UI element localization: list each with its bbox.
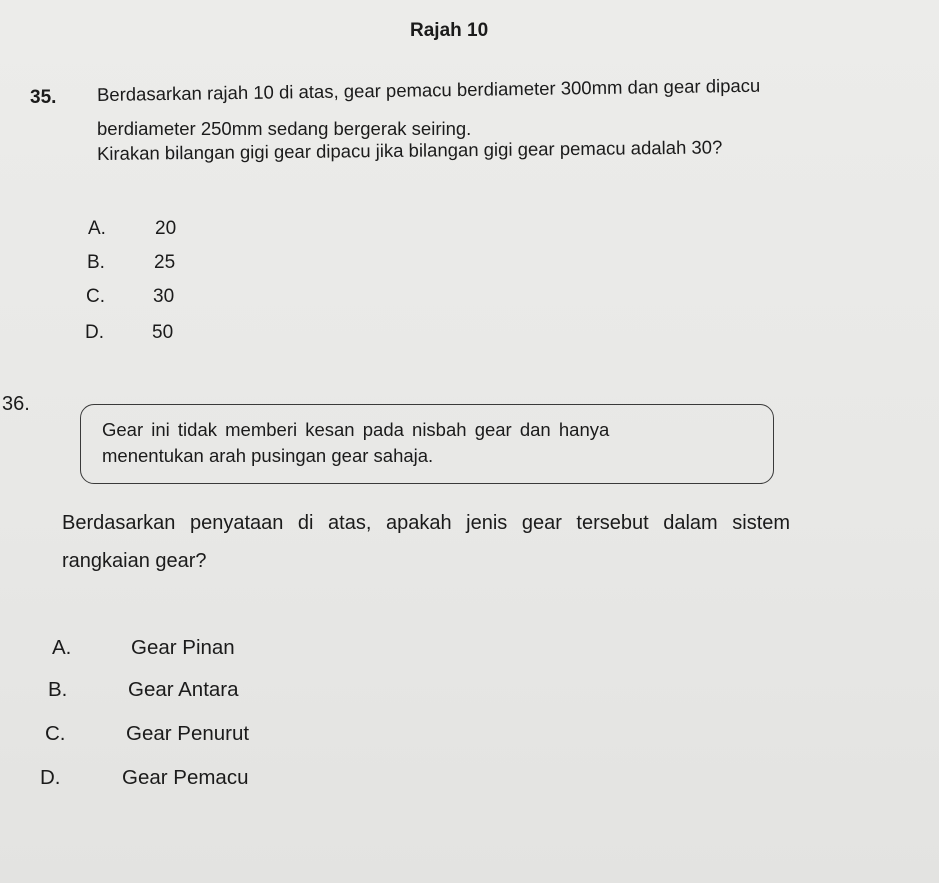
option-letter: B. xyxy=(48,678,68,701)
statement-box xyxy=(80,404,774,484)
question-35-text-line-1: Berdasarkan rajah 10 di atas, gear pemacu berdiameter 300mm dan gear dipacu xyxy=(96,74,761,105)
option-text: Gear Pemacu xyxy=(122,766,249,789)
option-letter: C. xyxy=(86,286,105,307)
option-letter: B. xyxy=(87,252,105,273)
option-text: 50 xyxy=(152,322,174,343)
option-text: 25 xyxy=(154,252,176,273)
statement-text-line-2: menentukan arah pusingan gear sahaja. xyxy=(102,445,434,466)
option-text: Gear Antara xyxy=(128,678,239,701)
option-text: Gear Penurut xyxy=(126,722,250,745)
option-letter: A. xyxy=(52,636,72,659)
question-35-text-line-2: berdiameter 250mm sedang bergerak seiring. xyxy=(97,118,472,139)
figure-title: Rajah 10 xyxy=(410,20,489,41)
question-36-text-line-1: Berdasarkan penyataan di atas, apakah jenis gear tersebut dalam sistem xyxy=(62,512,791,534)
option-letter: A. xyxy=(88,218,106,239)
question-35-text-line-3: Kirakan bilangan gigi gear dipacu jika bilangan gigi gear pemacu adalah 30? xyxy=(96,136,723,164)
option-text: Gear Pinan xyxy=(131,636,235,659)
option-text: 20 xyxy=(155,218,177,239)
option-letter: C. xyxy=(45,722,66,745)
question-36-number: 36. xyxy=(2,393,30,415)
option-letter: D. xyxy=(40,766,61,789)
statement-text-line-1: Gear ini tidak memberi kesan pada nisbah gear dan hanya xyxy=(102,419,610,440)
question-36-text-line-2: rangkaian gear? xyxy=(62,550,207,572)
question-35-number: 35. xyxy=(30,87,57,108)
option-text: 30 xyxy=(153,286,175,307)
option-letter: D. xyxy=(85,322,104,343)
